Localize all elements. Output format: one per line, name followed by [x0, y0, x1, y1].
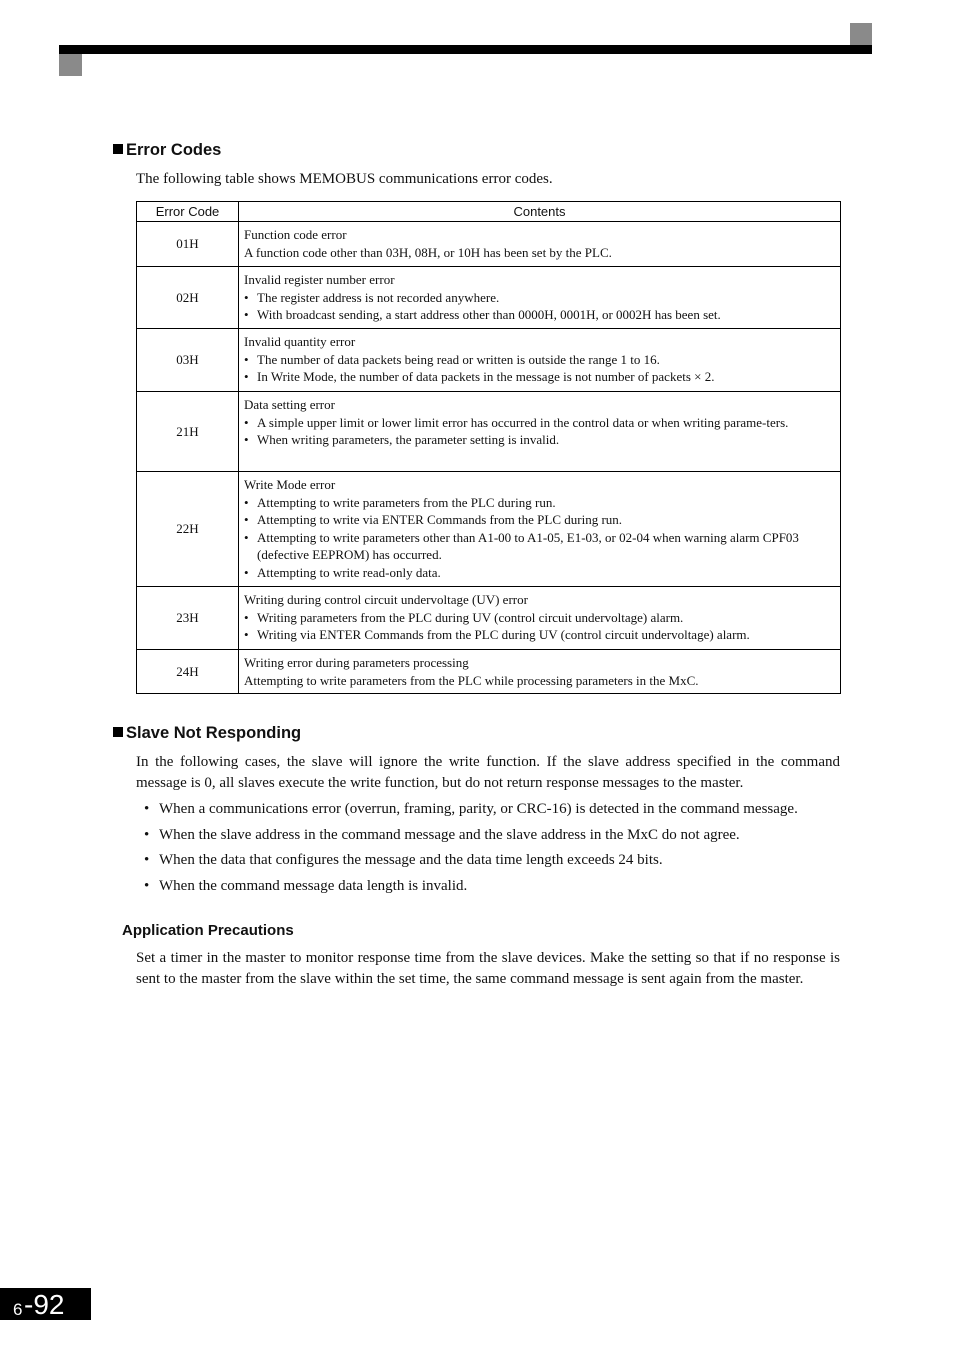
- error-cause-list: [244, 414, 834, 449]
- list-item: • When a communications error (overrun, framing, parity, or CRC-16) is detected in the command message.: [143, 799, 843, 825]
- contents-cell: [239, 650, 841, 694]
- header-corner-square: [850, 23, 872, 45]
- error-title: Function code error: [244, 227, 347, 242]
- error-code-cell: 23H: [137, 587, 239, 650]
- list-item: • Writing parameters from the PLC during UV (control circuit undervoltage) alarm.: [244, 609, 834, 627]
- list-item: • When the command message data length is invalid.: [143, 876, 843, 902]
- error-cause-list: [244, 494, 834, 582]
- header-tab-square: [59, 54, 82, 76]
- slave-not-responding-heading: Slave Not Responding: [113, 724, 301, 743]
- error-code-cell: 03H: [137, 329, 239, 392]
- list-item: • With broadcast sending, a start address other than 0000H, 0001H, or 0002H has been set.: [244, 306, 834, 324]
- error-title: Invalid register number error: [244, 272, 395, 287]
- error-cause-list: [244, 289, 834, 324]
- error-code-cell: 02H: [137, 267, 239, 329]
- error-code-cell: 01H: [137, 222, 239, 267]
- error-codes-heading: Error Codes: [113, 141, 221, 160]
- list-item: • The number of data packets being read or written is outside the range 1 to 16.: [244, 351, 834, 369]
- list-item: • A simple upper limit or lower limit error has occurred in the control data or when writing parame-ters.: [244, 414, 834, 432]
- table-row: [137, 472, 841, 587]
- error-cause-list: [244, 609, 834, 644]
- slave-not-responding-intro: In the following cases, the slave will ignore the write function. If the slave address specified in the command message is 0, all slaves execute the write function, but do not return response messages to the master.: [136, 754, 840, 791]
- list-item: • When writing parameters, the parameter setting is invalid.: [244, 431, 834, 449]
- contents-cell: [239, 587, 841, 650]
- slave-not-responding-list: [143, 799, 843, 902]
- application-precautions-heading: Application Precautions: [122, 922, 294, 939]
- header-bar: [59, 45, 872, 54]
- list-item: • When the data that configures the message and the data time length exceeds 24 bits.: [143, 850, 843, 876]
- square-bullet-icon: [113, 727, 123, 737]
- error-title: Write Mode error: [244, 477, 336, 492]
- contents-cell: [239, 472, 841, 587]
- header-error-code: Error Code: [137, 202, 239, 222]
- error-title: Writing during control circuit undervoltage (UV) error: [244, 592, 528, 607]
- error-code-cell: 24H: [137, 650, 239, 694]
- error-code-cell: 22H: [137, 472, 239, 587]
- list-item: • When the slave address in the command message and the slave address in the MxC do not agree.: [143, 825, 843, 851]
- list-item: • Writing via ENTER Commands from the PLC during UV (control circuit undervoltage) alarm.: [244, 626, 834, 644]
- table-row: [137, 267, 841, 329]
- page-chapter: 6: [13, 1300, 23, 1319]
- error-cause-list: [244, 351, 834, 386]
- contents-cell: [239, 222, 841, 267]
- square-bullet-icon: [113, 144, 123, 154]
- error-title: Data setting error: [244, 397, 335, 412]
- table-body: [137, 222, 841, 694]
- list-item: • The register address is not recorded anywhere.: [244, 289, 834, 307]
- contents-cell: [239, 267, 841, 329]
- error-codes-table: [136, 201, 841, 694]
- list-item: • Attempting to write parameters from the PLC during run.: [244, 494, 834, 512]
- error-description: A function code other than 03H, 08H, or 10H has been set by the PLC.: [244, 244, 612, 260]
- table-row: [137, 650, 841, 694]
- table-row: [137, 587, 841, 650]
- header-contents: Contents: [239, 202, 841, 222]
- contents-cell: [239, 392, 841, 472]
- list-item: • Attempting to write parameters other than A1-00 to A1-05, E1-03, or 02-04 when warning alarm CPF03 (defective EEPROM) has occurred.: [244, 529, 834, 564]
- table-row: [137, 329, 841, 392]
- error-title: Invalid quantity error: [244, 334, 356, 349]
- page-value: -92: [24, 1289, 65, 1320]
- application-precautions-text: Set a timer in the master to monitor response time from the slave devices. Make the setting so that if no response is sent to the master from the slave within the set time, the same command message is sent again from the master.: [136, 950, 840, 987]
- contents-cell: [239, 329, 841, 392]
- table-row: [137, 392, 841, 472]
- error-codes-intro: The following table shows MEMOBUS communications error codes.: [136, 171, 553, 187]
- page-number: [0, 1288, 91, 1320]
- error-description: Attempting to write parameters from the PLC while processing parameters in the MxC.: [244, 672, 699, 688]
- error-title: Writing error during parameters processing: [244, 655, 469, 670]
- list-item: • Attempting to write via ENTER Commands from the PLC during run.: [244, 511, 834, 529]
- list-item: • Attempting to write read-only data.: [244, 564, 834, 582]
- table-header-row: [137, 202, 841, 222]
- table-row: [137, 222, 841, 267]
- error-code-cell: 21H: [137, 392, 239, 472]
- list-item: • In Write Mode, the number of data packets in the message is not number of packets × 2.: [244, 368, 834, 386]
